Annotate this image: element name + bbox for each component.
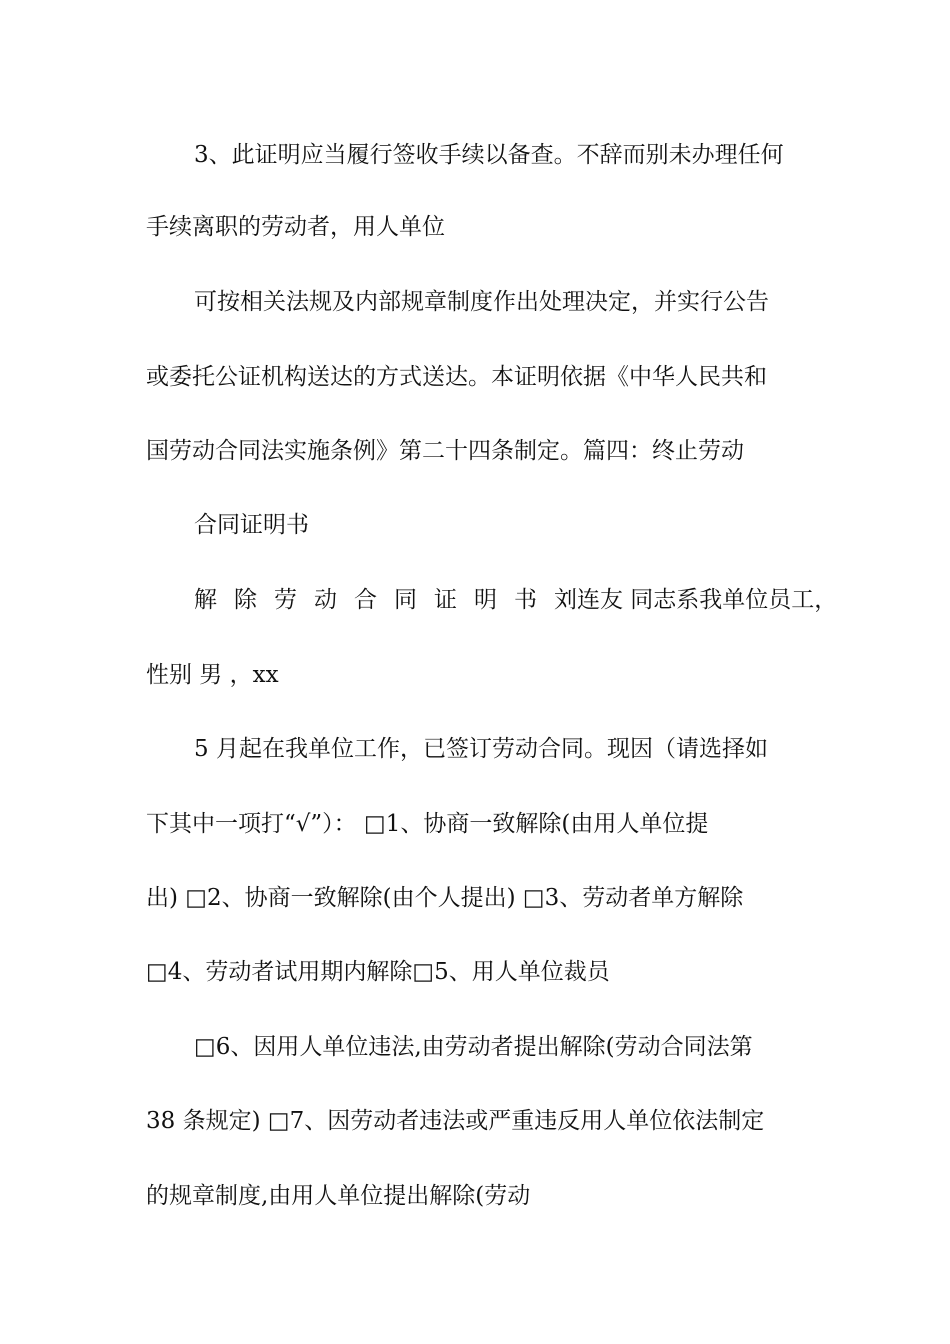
paragraph-line-10: 下其中一项打“√”）： □1、协商一致解除(由用人单位提 bbox=[146, 811, 709, 837]
certificate-heading-line bbox=[194, 585, 838, 615]
paragraph-line-3: 可按相关法规及内部规章制度作出处理决定，并实行公告 bbox=[194, 289, 769, 315]
paragraph-line-14: 38 条规定) □7、因劳动者违法或严重违反用人单位依法制定 bbox=[146, 1108, 765, 1134]
paragraph-line-8: 性别 男 ，xx bbox=[146, 662, 279, 688]
paragraph-line-13: □6、因用人单位违法,由劳动者提出解除(劳动合同法第 bbox=[194, 1034, 753, 1060]
paragraph-line-12: □4、劳动者试用期内解除□5、用人单位裁员 bbox=[146, 959, 610, 985]
employee-statement: 刘连友 同志系我单位员工， bbox=[554, 587, 838, 613]
paragraph-line-2: 手续离职的劳动者，用人单位 bbox=[146, 214, 445, 240]
paragraph-line-6: 合同证明书 bbox=[194, 512, 309, 538]
paragraph-line-9: 5 月起在我单位工作，已签订劳动合同。现因（请选择如 bbox=[194, 736, 768, 762]
certificate-heading: 解除劳动合同证明书 bbox=[194, 587, 554, 613]
paragraph-line-11: 出) □2、协商一致解除(由个人提出) □3、劳动者单方解除 bbox=[146, 885, 744, 911]
paragraph-line-5: 国劳动合同法实施条例》第二十四条制定。篇四：终止劳动 bbox=[146, 438, 744, 464]
paragraph-line-15: 的规章制度,由用人单位提出解除(劳动 bbox=[146, 1183, 531, 1209]
paragraph-line-4: 或委托公证机构送达的方式送达。本证明依据《中华人民共和 bbox=[146, 364, 767, 390]
paragraph-line-1: 3、此证明应当履行签收手续以备查。不辞而别未办理任何 bbox=[194, 142, 784, 168]
